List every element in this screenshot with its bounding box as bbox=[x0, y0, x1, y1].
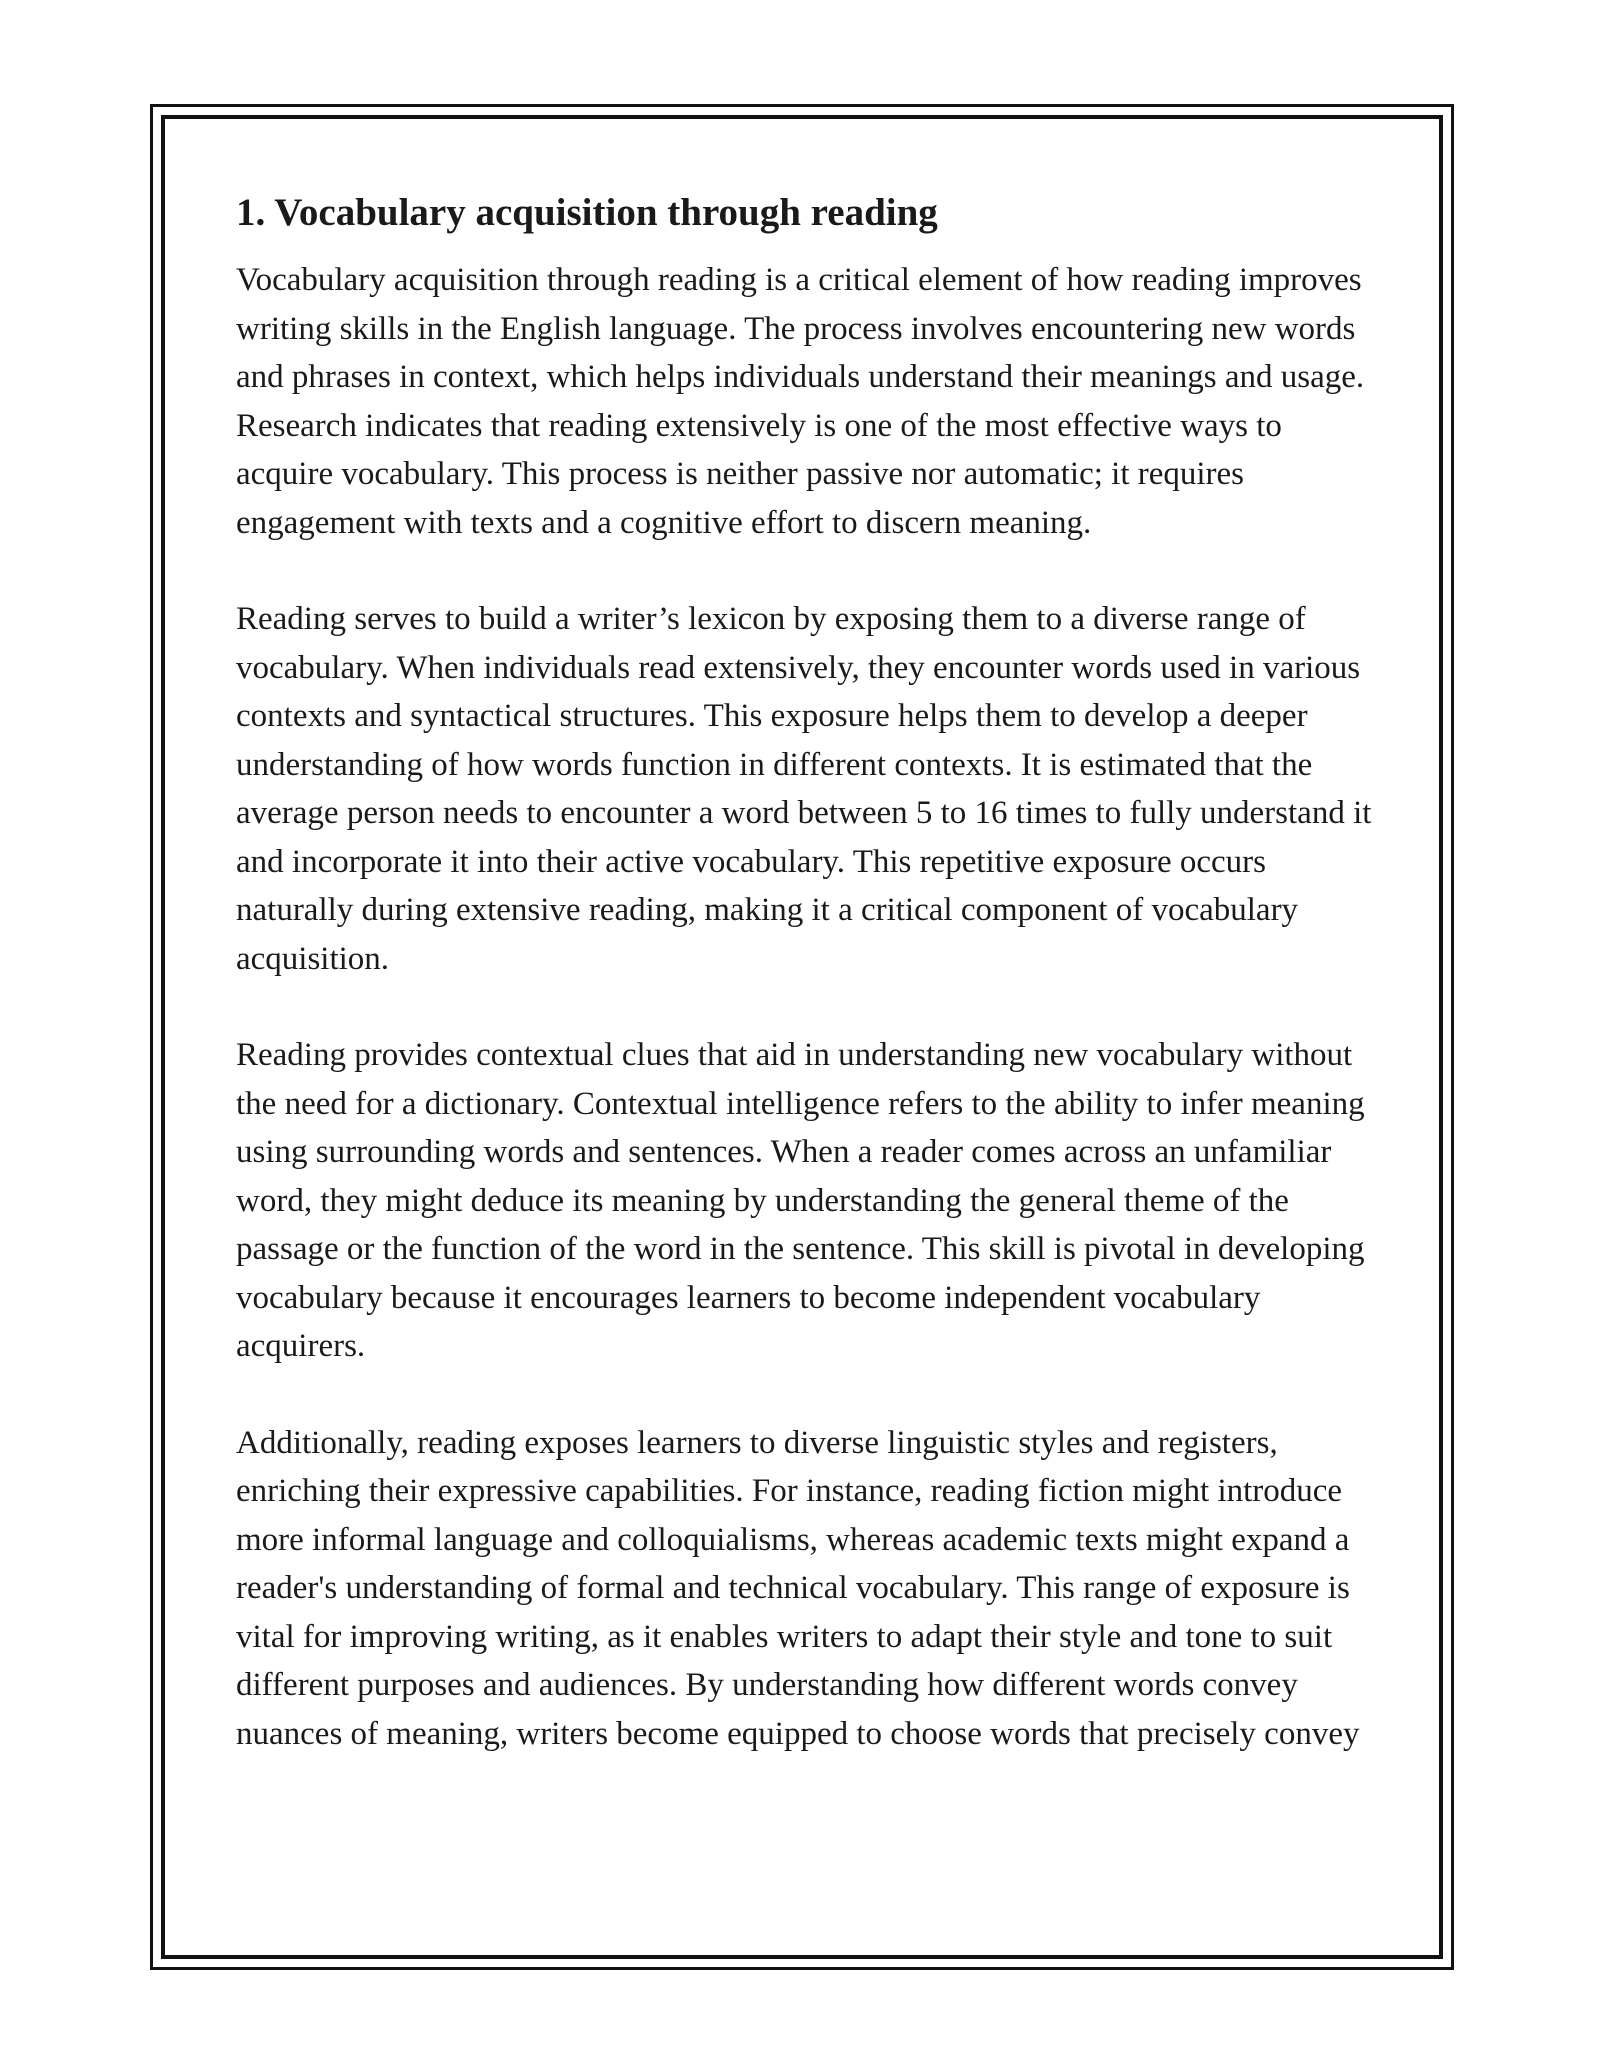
document-body bbox=[236, 186, 1386, 1806]
paragraph-4: Additionally, reading exposes learners to diverse linguistic styles and registers, enriching their expressive capabilities. For instance, reading fiction might introduce more informal language and colloquialisms, whereas academic texts might expand a reader's understanding of formal and technical vocabulary. This range of exposure is vital for improving writing, as it enables writers to adapt their style and tone to suit different purposes and audiences. By understanding how different words convey nuances of meaning, writers become equipped to choose words that precisely convey bbox=[236, 1424, 1360, 1752]
paragraph-2: Reading serves to build a writer’s lexicon by exposing them to a diverse range of vocabulary. When individuals read extensively, they encounter words used in various contexts and syntactical structures. This exposure helps them to develop a deeper understanding of how words function in different contexts. It is estimated that the average person needs to encounter a word between 5 to 16 times to fully understand it and incorporate it into their active vocabulary. This repetitive exposure occurs naturally during extensive reading, making it a critical component of vocabulary acquisition. bbox=[236, 601, 1372, 977]
paragraph-1: Vocabulary acquisition through reading is a critical element of how reading improves writing skills in the English language. The process involves encountering new words and phrases in context, which helps individuals understand their meanings and usage. Research indicates that reading extensively is one of the most effective ways to acquire vocabulary. This process is neither passive nor automatic; it requires engagement with texts and a cognitive effort to discern meaning. bbox=[236, 262, 1365, 541]
paragraph-3: Reading provides contextual clues that aid in understanding new vocabulary without the need for a dictionary. Contextual intelligence refers to the ability to infer meaning using surrounding words and sentences. When a reader comes across an unfamiliar word, they might deduce its meaning by understanding the general theme of the passage or the function of the word in the sentence. This skill is pivotal in developing vocabulary because it encourages learners to become independent vocabulary acquirers. bbox=[236, 1037, 1365, 1364]
section-heading: 1. Vocabulary acquisition through reading bbox=[236, 191, 938, 234]
